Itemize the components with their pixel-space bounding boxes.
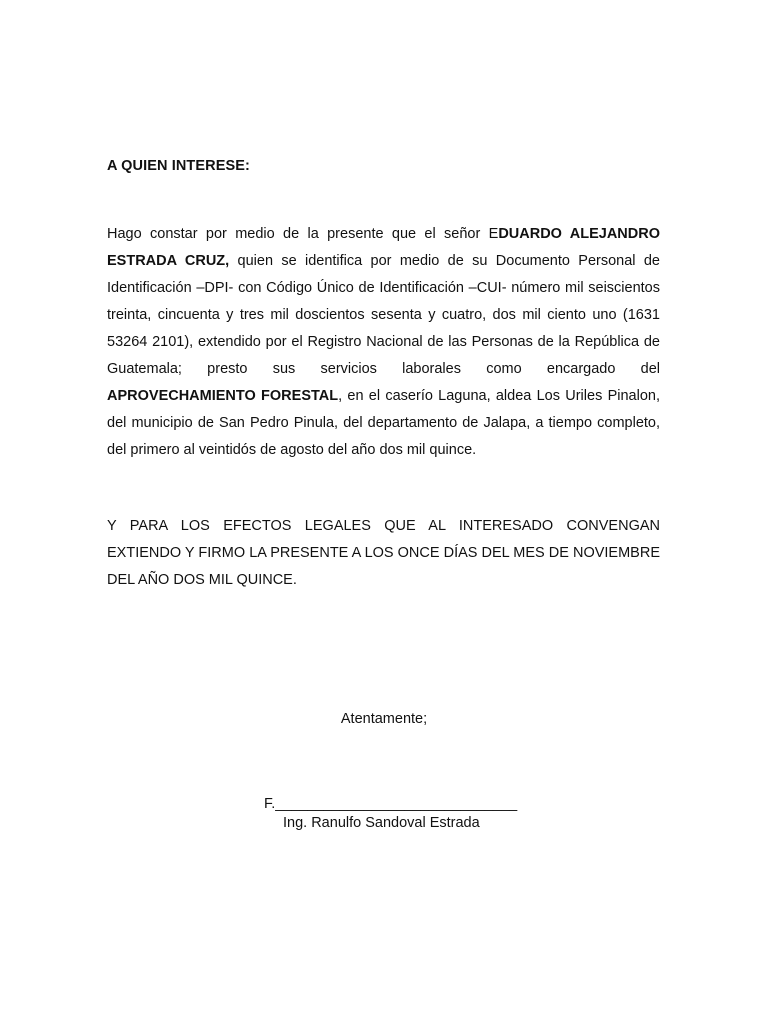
signer-name: Ing. Ranulfo Sandoval Estrada bbox=[283, 815, 480, 831]
regards: Atentamente; bbox=[340, 711, 428, 727]
salutation: A QUIEN INTERESE: bbox=[107, 158, 250, 174]
job-role: APROVECHAMIENTO FORESTAL bbox=[107, 388, 339, 404]
employee-name: DUARDO ALEJANDRO ESTRADA CRUZ, bbox=[107, 226, 660, 269]
closing-paragraph: Y PARA LOS EFECTOS LEGALES QUE AL INTERESADO CONVENGAN EXTIENDO Y FIRMO LA PRESENTE A LOS ONCE DÍAS DEL MES DE NOVIEMBRE DEL AÑO DOS MIL QUINCE. bbox=[107, 518, 660, 588]
letter-body bbox=[107, 221, 660, 464]
body-details: quien se identifica por medio de su Documento Personal de Identificación –DPI- con Código Único de Identificación –CUI- número mil seiscientos treinta, cincuenta y tres mil doscientos sesenta y cuatro, dos mil ciento uno (1631 53264 2101), extendido por el Registro Nacional de las Personas de la República de Guatemala; presto sus servicios laborales como encargado del bbox=[107, 253, 660, 377]
signature-line: F.______________________________ bbox=[264, 796, 518, 812]
body-intro: Hago constar por medio de la presente que el señor E bbox=[107, 226, 499, 242]
body-location: , en el caserío Laguna, aldea Los Uriles Pinalon, del municipio de San Pedro Pinula, del departamento de Jalapa, a tiempo completo, del primero al veintidós de agosto del año dos mil quince. bbox=[107, 388, 660, 458]
